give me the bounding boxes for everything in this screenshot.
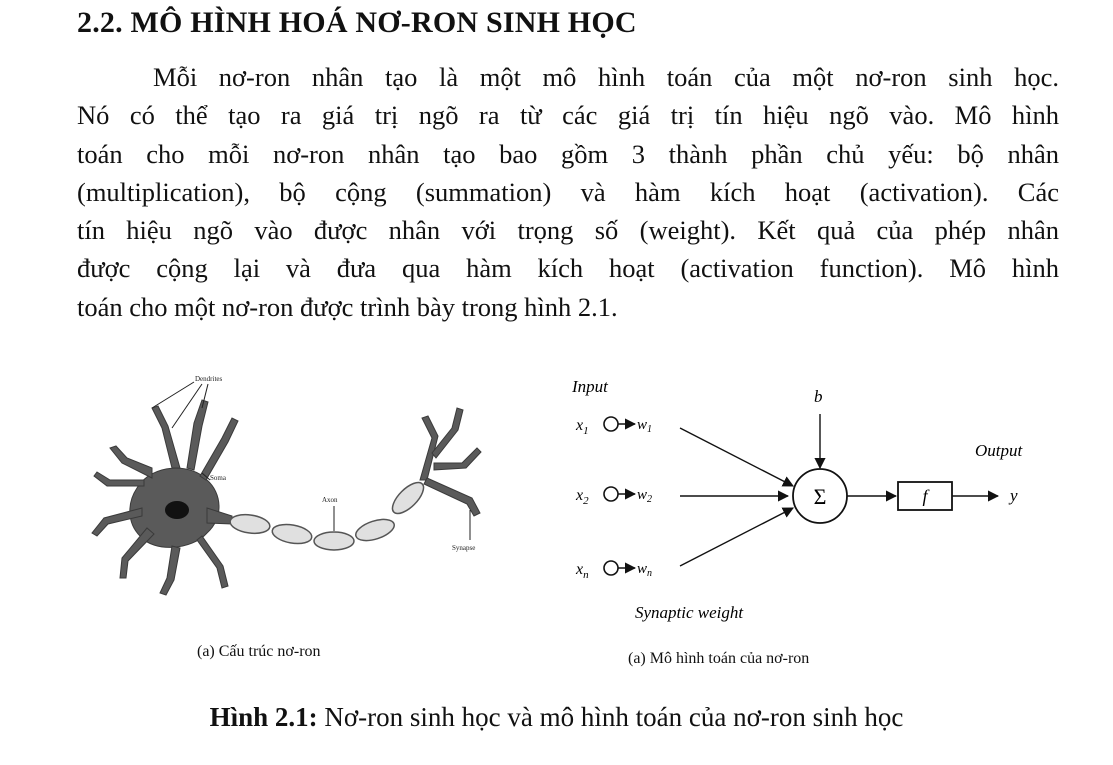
label-axon: Axon — [322, 496, 338, 504]
input-row-n — [575, 508, 793, 581]
figure-number: Hình 2.1: — [209, 702, 318, 732]
input-row-2 — [575, 487, 788, 507]
svg-text:x2: $x_2$ — [576, 487, 589, 507]
body-paragraph — [77, 58, 1059, 326]
svg-text:wn: $w_n$ — [637, 561, 653, 579]
label-synapse: Synapse — [452, 544, 476, 552]
label-dendrites: Dendrites — [195, 375, 223, 383]
paragraph-line: Mỗi nơ-ron nhân tạo là một mô hình toán của một nơ-ron sinh học. — [153, 62, 1059, 92]
label-soma: Soma — [210, 474, 226, 482]
input-label: Input — [572, 377, 608, 396]
figure-title-text: Nơ-ron sinh học và mô hình toán của nơ-ron sinh học — [317, 702, 904, 732]
activation-symbol: f — [922, 486, 928, 506]
paragraph-line: Nó có thể tạo ra giá trị ngõ ra từ các giá trị tín hiệu ngõ vào. Mô hình — [77, 100, 1059, 131]
input-x-n: x — [576, 561, 584, 578]
figure-left-caption: (a) Cấu trúc nơ-ron — [197, 643, 321, 660]
svg-text:x1: $x_1$ — [576, 417, 589, 437]
input-row-1 — [575, 417, 793, 486]
weight-w-2: w — [637, 487, 648, 503]
section-heading: 2.2. MÔ HÌNH HOÁ NƠ-RON SINH HỌC — [77, 6, 637, 39]
weight-w-n: w — [637, 561, 648, 577]
paragraph-line: tín hiệu ngõ vào được nhân với trọng số (weight). Kết quả của phép nhân — [77, 215, 1059, 246]
axon-myelin — [229, 477, 429, 550]
synaptic-weight-label: Synaptic weight — [635, 603, 744, 622]
svg-text:w2: $w_2$ — [637, 487, 653, 505]
output-label: Output — [975, 441, 1023, 460]
input-x-2: x — [576, 487, 584, 504]
paragraph-line: được cộng lại và đưa qua hàm kích hoạt (activation function). Mô hình — [77, 253, 1059, 284]
neuron-illustration — [92, 400, 238, 595]
figure-right-caption: (a) Mô hình toán của nơ-ron — [628, 650, 810, 667]
axon-terminal — [420, 408, 481, 516]
neuron-model-figure — [560, 368, 1060, 633]
svg-text:w1: $w_1$ — [637, 417, 653, 435]
paragraph-line: (multiplication), bộ cộng (summation) và hàm kích hoạt (activation). Các — [77, 176, 1059, 207]
weight-w-1: w — [637, 417, 648, 433]
input-x-1: x — [576, 417, 584, 434]
bias-label: b — [814, 387, 823, 406]
neuron-structure-figure — [82, 368, 522, 613]
sum-symbol: Σ — [813, 484, 827, 509]
figure-title — [0, 702, 1113, 733]
paragraph-line: toán cho một nơ-ron được trình bày trong hình 2.1. — [77, 291, 618, 322]
svg-text:xn: $x_n$ — [576, 561, 589, 581]
output-symbol: y — [1010, 486, 1018, 505]
paragraph-line: toán cho mỗi nơ-ron nhân tạo bao gồm 3 thành phần chủ yếu: bộ nhân — [77, 138, 1059, 169]
